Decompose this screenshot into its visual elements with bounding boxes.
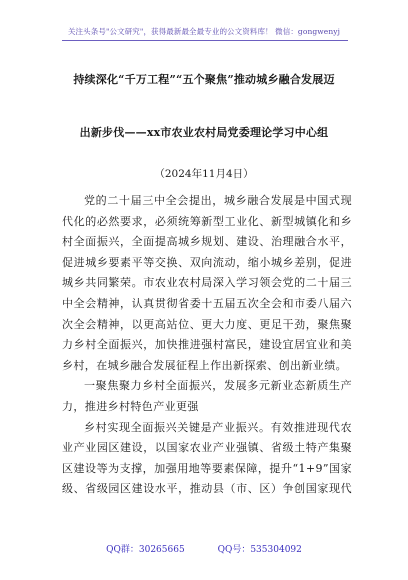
document-title-line-1: 持续深化“千万工程”“五个聚焦”推动城乡融合发展迈 [73,73,335,86]
header-note: 关注头条号"公文研究"，获得最新最全最专业的公文资料库！ 微信：gongwenyj [67,27,341,36]
text-line: 一聚焦聚力乡村全面振兴，发展多元新业态新质生产 [84,379,352,393]
text-line: 区建设等为支撑，加强用地等要素保障，提升“1+9”国家 [62,461,352,475]
text-line: 代化的必然要求，必须统筹新型工业化、新型城镇化和乡 [62,214,352,228]
text-line: 力，推进乡村特色产业更强 [62,399,199,413]
header-divider [62,40,348,41]
text-line: 中全会精神，认真贯彻省委十五届五次全会和市委八届六 [62,296,352,310]
text-line: 村全面振兴，全面提高城乡规划、建设、治理融合水平， [62,235,352,249]
footer-qq-number: QQ号：535304092 [217,545,302,555]
paragraph-industry [62,418,352,500]
footer-qq-group: QQ群：30265665 [106,545,185,555]
text-line: 城乡共同繁荣。市农业农村局深入学习领会党的二十届三 [62,276,352,290]
document-date: （2024年11月4日） [154,168,254,180]
paragraph-intro [62,191,352,376]
text-line: 促进城乡要素平等交换、双向流动，缩小城乡差别，促进 [62,255,352,269]
section-heading-1 [62,376,352,417]
document-title-line-2: 出新步伐——xx市农业农村局党委理论学习中心组 [79,126,329,139]
text-line: 级、省级园区建设水平，推动县（市、区）争创国家现代 [62,482,352,496]
text-line: 业产业园区建设，以国家农业产业强镇、省级土特产集聚 [62,441,352,455]
document-body [62,191,352,500]
footer-contacts [0,542,408,555]
text-line: 力乡村全面振兴，加快推进强村富民，建设宜居宜业和美 [62,338,352,352]
text-line: 次全会精神，以更高站位、更大力度、更足干劲，聚焦聚 [62,317,352,331]
text-line: 乡村实现全面振兴关键是产业振兴。有效推进现代农 [84,420,352,434]
text-line: 乡村，在城乡融合发展征程上作出新探索、创出新业绩。 [62,358,347,372]
text-line: 党的二十届三中全会提出，城乡融合发展是中国式现 [84,194,352,207]
